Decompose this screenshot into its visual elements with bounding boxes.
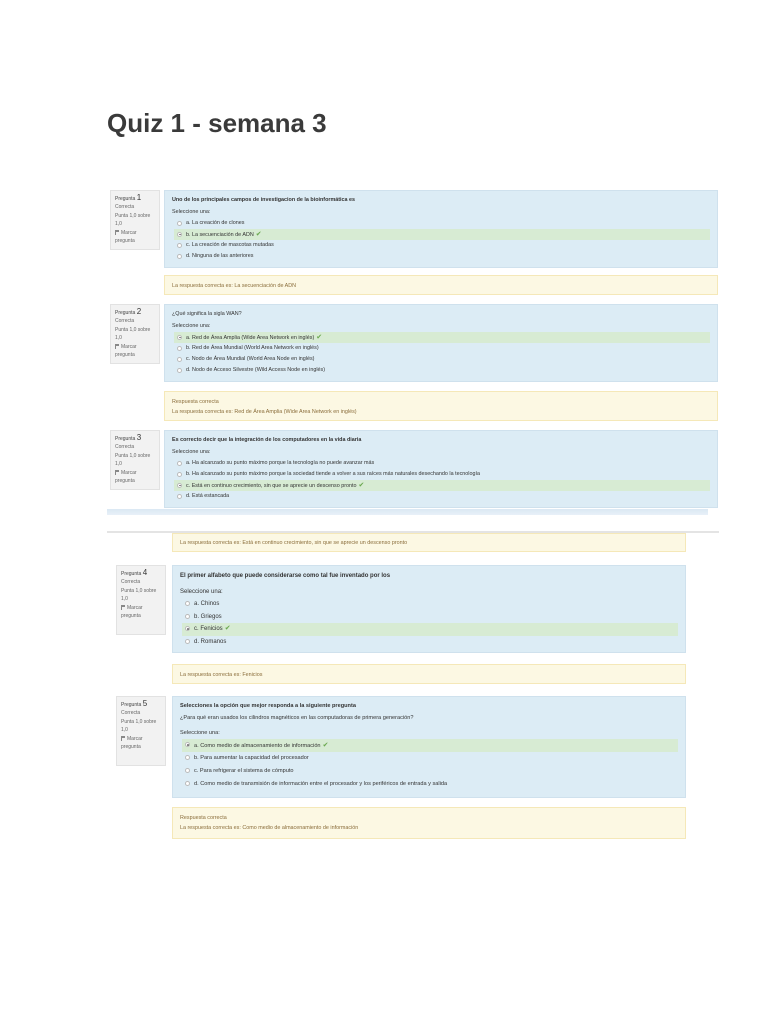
question-info: Pregunta 4 Correcta Punta 1,0 sobre 1,0 Marcar pregunta — [116, 565, 166, 635]
radio-button[interactable] — [177, 494, 182, 499]
question-score: Punta 1,0 sobre 1,0 — [121, 587, 157, 603]
question-state: Correcta — [115, 318, 135, 325]
answer-option[interactable]: d. Nodo de Acceso Silvestre (Wild Access Node en inglés) — [174, 365, 710, 376]
feedback-box — [164, 275, 718, 295]
question-state: Correcta — [115, 444, 135, 451]
question-info: Pregunta 2 Correcta Punta 1,0 sobre 1,0 Marcar pregunta — [110, 304, 160, 364]
radio-button[interactable] — [177, 368, 182, 373]
answer-option[interactable]: d. Como medio de transmisión de información entre el procesador y los periféricos de entrada y salida — [182, 778, 678, 791]
answer-option[interactable]: a. La creación de clones — [174, 218, 710, 229]
answer-option[interactable]: b. Ha alcanzado su punto máximo porque la sociedad tiende a volver a sus raíces más naturales desechando la tecnología — [174, 469, 710, 480]
question-score: Punta 1,0 sobre 1,0 — [115, 452, 151, 468]
question-state: Correcta — [121, 710, 141, 717]
answer-option-selected[interactable]: c. Fenicios ✔ — [182, 623, 678, 636]
question-prompt: Seleccione una: — [180, 589, 223, 595]
question-prompt: Seleccione una: — [172, 209, 211, 216]
answer-option[interactable]: a. Ha alcanzado su punto máximo porque la tecnología no puede avanzar más — [174, 458, 710, 469]
answer-option[interactable]: b. Griegos — [182, 611, 678, 624]
flag-question-button[interactable]: Marcar pregunta — [121, 604, 143, 620]
answer-option-selected[interactable]: c. Está en continuo crecimiento, sin que se aprecie un descenso pronto ✔ — [174, 480, 710, 491]
answer-option[interactable]: b. Para aumentar la capacidad del procesador — [182, 752, 678, 765]
question-score: Punta 1,0 sobre 1,0 — [121, 718, 157, 734]
question-prompt: Seleccione una: — [172, 323, 211, 330]
radio-button[interactable] — [177, 254, 182, 259]
answer-option[interactable]: d. Está estancada — [174, 491, 710, 502]
feedback-box — [172, 664, 686, 684]
feedback-status: Respuesta correcta — [180, 815, 227, 821]
feedback-text: La respuesta correcta es: Como medio de almacenamiento de información — [180, 825, 359, 831]
question-text: Es correcto decir que la integración de los computadores en la vida diaria — [172, 437, 362, 443]
question-content — [172, 565, 686, 653]
question-number: 2 — [136, 307, 142, 316]
answer-option[interactable]: a. Chinos — [182, 598, 678, 611]
check-icon: ✔ — [322, 742, 329, 750]
radio-button[interactable] — [177, 357, 182, 362]
answer-option-selected[interactable]: a. Red de Área Amplia (Wide Area Network en inglés) ✔ — [174, 332, 710, 343]
feedback-box — [172, 807, 686, 839]
question-subtext: ¿Para qué eran usados los cilindros magnéticos en las computadoras de primera generación? — [180, 714, 414, 721]
radio-button[interactable] — [177, 346, 182, 351]
question-number: 4 — [142, 568, 148, 577]
question-number: 5 — [142, 699, 148, 708]
check-icon: ✔ — [255, 230, 262, 238]
question-state: Correcta — [115, 204, 135, 211]
question-content — [164, 190, 718, 268]
question-number: 1 — [136, 193, 142, 202]
question-content — [164, 304, 718, 382]
radio-button[interactable] — [185, 626, 190, 631]
feedback-text: La respuesta correcta es: Está en continuo crecimiento, sin que se aprecie un descenso pronto — [180, 540, 408, 546]
flag-question-button[interactable]: Marcar pregunta — [115, 469, 137, 485]
flag-icon — [121, 605, 125, 610]
radio-button[interactable] — [185, 768, 190, 773]
feedback-text: La respuesta correcta es: Red de Área Amplia (Wide Area Network en inglés) — [172, 409, 357, 415]
screenshot-divider — [107, 509, 708, 515]
flag-question-button[interactable]: Marcar pregunta — [115, 229, 137, 245]
flag-icon — [121, 736, 125, 741]
question-number: 3 — [136, 433, 142, 442]
radio-button[interactable] — [177, 335, 182, 340]
flag-icon — [115, 344, 119, 349]
question-score: Punta 1,0 sobre 1,0 — [115, 326, 151, 342]
radio-button[interactable] — [185, 755, 190, 760]
radio-button[interactable] — [177, 243, 182, 248]
radio-button[interactable] — [177, 232, 182, 237]
answer-option[interactable]: c. Nodo de Área Mundial (World Area Node en inglés) — [174, 354, 710, 365]
radio-button[interactable] — [185, 639, 190, 644]
flag-question-button[interactable]: Marcar pregunta — [121, 735, 143, 751]
answer-option-selected[interactable]: b. La secuenciación de ADN ✔ — [174, 229, 710, 240]
question-text: Selecciones la opción que mejor responda a la siguiente pregunta — [180, 703, 356, 709]
answer-option[interactable]: d. Ninguna de las anteriores — [174, 251, 710, 262]
answer-option[interactable]: c. La creación de mascotas mutadas — [174, 240, 710, 251]
question-score: Punta 1,0 sobre 1,0 — [115, 212, 151, 228]
feedback-box — [164, 391, 718, 421]
radio-button[interactable] — [185, 742, 190, 747]
radio-button[interactable] — [177, 472, 182, 477]
radio-button[interactable] — [177, 221, 182, 226]
flag-icon — [115, 230, 119, 235]
feedback-status: Respuesta correcta — [172, 399, 219, 405]
page-title: Quiz 1 - semana 3 — [107, 108, 327, 138]
flag-icon — [115, 470, 119, 475]
question-text: El primer alfabeto que puede considerarse como tal fue inventado por los — [180, 573, 391, 579]
answer-option[interactable]: b. Red de Área Mundial (World Area Network en inglés) — [174, 343, 710, 354]
question-state: Correcta — [121, 579, 141, 586]
feedback-text: La respuesta correcta es: La secuenciación de ADN — [172, 283, 297, 289]
question-text: Uno de los principales campos de investigacion de la bioinformática es — [172, 197, 356, 203]
question-prompt: Seleccione una: — [172, 449, 211, 456]
question-content — [164, 430, 718, 508]
check-icon: ✔ — [224, 625, 231, 632]
flag-question-button[interactable]: Marcar pregunta — [115, 343, 137, 359]
check-icon: ✔ — [316, 333, 323, 341]
radio-button[interactable] — [177, 483, 182, 488]
question-prompt: Seleccione una: — [180, 729, 220, 736]
question-info: Pregunta 5 Correcta Punta 1,0 sobre 1,0 Marcar pregunta — [116, 696, 166, 766]
feedback-box — [172, 533, 686, 552]
answer-option-selected[interactable]: a. Como medio de almacenamiento de información ✔ — [182, 739, 678, 752]
radio-button[interactable] — [185, 601, 190, 606]
radio-button[interactable] — [177, 461, 182, 466]
radio-button[interactable] — [185, 781, 190, 786]
radio-button[interactable] — [185, 614, 190, 619]
question-info: Pregunta 3 Correcta Punta 1,0 sobre 1,0 Marcar pregunta — [110, 430, 160, 490]
feedback-text: La respuesta correcta es: Fenicios — [180, 672, 263, 678]
check-icon: ✔ — [358, 481, 365, 489]
answer-option[interactable]: c. Para refrigerar el sistema de cómputo — [182, 765, 678, 778]
question-info: Pregunta 1 Correcta Punta 1,0 sobre 1,0 Marcar pregunta — [110, 190, 160, 250]
question-text: ¿Qué significa la sigla WAN? — [172, 311, 242, 317]
question-content — [172, 696, 686, 798]
answer-option[interactable]: d. Romanos — [182, 636, 678, 649]
